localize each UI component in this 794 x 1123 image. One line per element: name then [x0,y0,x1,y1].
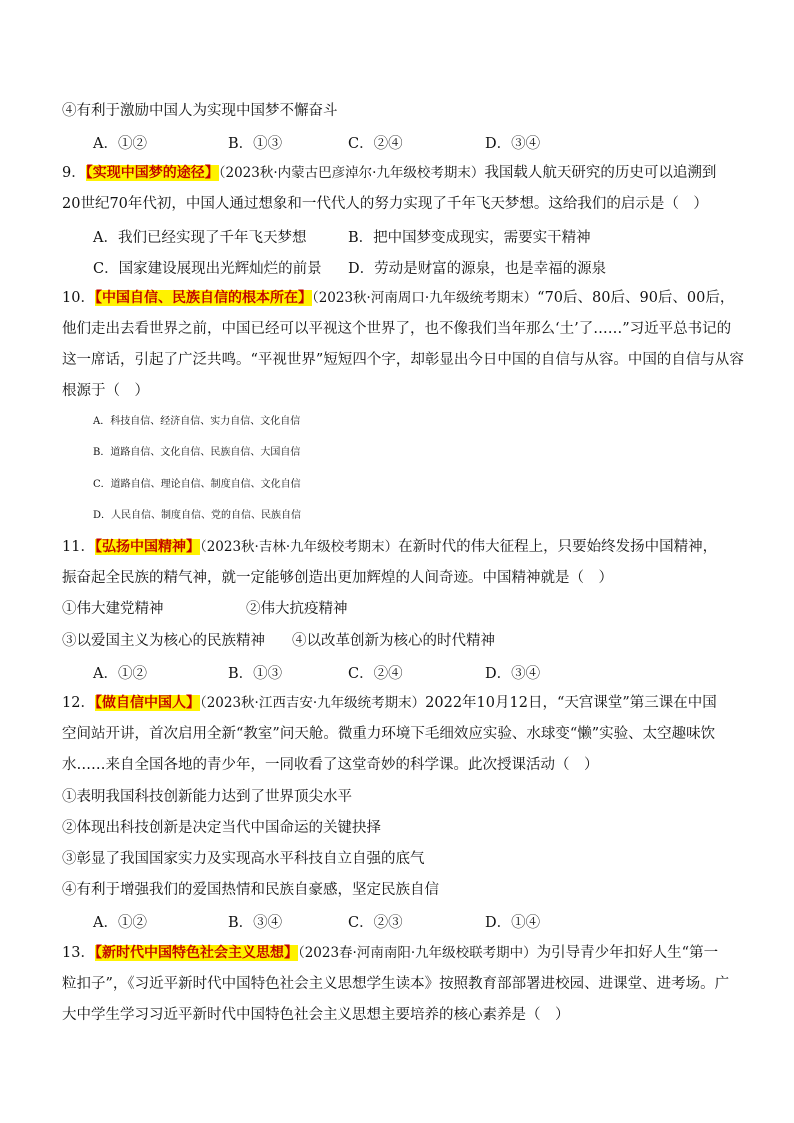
q12-statement-3: ③彰显了我国国家实力及实现高水平科技自立自强的底气 [62,851,425,867]
q9-option-c[interactable]: C．国家建设展现出光辉灿烂的前景 [93,261,322,277]
q9-options-row-1 [93,226,733,246]
q11-option-d[interactable]: D．③④ [485,666,541,682]
q8-option-a[interactable]: A．①② [93,136,147,152]
q10-stem-text: “70后、80后、90后、00后， [537,290,735,306]
q11-statement-2: ②伟大抗疫精神 [246,601,348,617]
q12-statement-2: ②体现出科技创新是决定当代中国命运的关键抉择 [62,820,381,836]
q13-number: 13． [62,945,95,961]
q9-option-b[interactable]: B．把中国梦变成现实，需要实干精神 [348,230,591,246]
q9-number: 9． [62,165,86,181]
q11-statement-3: ③以爱国主义为核心的民族精神 [62,633,265,649]
q9-stem-line-2: 20世纪70年代初，中国人通过想象和一代代人的努力实现了千年飞天梦想。这给我们的启示是（ ） [62,196,708,212]
q10-option-d[interactable]: D．人民自信、制度自信、党的自信、民族自信 [93,510,302,521]
q11-stem-text: 在新时代的伟大征程上，只要始终发扬中国精神， [398,539,718,555]
q12-option-c[interactable]: C．②③ [348,915,403,931]
q8-option-d[interactable]: D．③④ [485,136,541,152]
q12-stem-line-3: 水……来自全国各地的青少年，一同收看了这堂奇妙的科学课。此次授课活动（ ） [62,757,599,773]
q12-statement-1: ①表明我国科技创新能力达到了世界顶尖水平 [62,789,352,805]
q13-stem-text: 为引导青少年扣好人生“第一 [536,945,719,961]
q8-options [93,132,733,152]
q8-option-b[interactable]: B．①③ [228,136,283,152]
q9-options-row-2 [93,257,733,277]
q10-stem-line-1 [62,288,742,308]
q13-topic-tag: 【新时代中国特色社会主义思想】 [94,945,298,961]
q9-stem-line-1 [62,163,742,183]
q12-option-b[interactable]: B．③④ [228,915,283,931]
q10-stem-line-3: 这一席话，引起了广泛共鸣。“平视世界”短短四个字，却彰显出今日中国的自信与从容。中国的自信与从容 [62,352,744,368]
q11-statement-4: ④以改革创新为核心的时代精神 [292,633,495,649]
q12-statement-4: ④有利于增强我们的爱国热情和民族自豪感，坚定民族自信 [62,882,439,898]
q11-number: 11． [62,539,95,555]
q10-number: 10． [62,290,95,306]
q13-source: （2023春·河南南阳·九年级校联考期中） [297,945,537,961]
q10-source: （2023秋·河南周口·九年级统考期末） [311,290,538,306]
q12-option-a[interactable]: A．①② [93,915,147,931]
q8-statement-4: ④有利于激励中国人为实现中国梦不懈奋斗 [62,103,338,119]
q11-statement-row-1 [62,599,742,619]
q11-option-a[interactable]: A．①② [93,666,147,682]
q9-source: （2023秋·内蒙古巴彦淖尔·九年级校考期末） [218,165,485,181]
q12-options [93,911,733,931]
q11-topic-tag: 【弘扬中国精神】 [94,539,200,555]
q11-source: （2023秋·吉林·九年级校考期末） [199,539,399,555]
q10-stem-line-4: 根源于（ ） [62,383,149,399]
q9-stem-text: 我国载人航天研究的历史可以追溯到 [484,165,717,181]
q12-option-d[interactable]: D．①④ [485,915,541,931]
q10-stem-line-2: 他们走出去看世界之前，中国已经可以平视这个世界了，也不像我们当年那么‘土’了……”习近平总书记的 [62,321,732,337]
q12-stem-line-2: 空间站开讲，首次启用全新“教室”问天舱。微重力环境下毛细效应实验、水球变“懒”实验、太空趣味饮 [62,726,716,742]
q12-source: （2023秋·江西吉安·九年级统考期末） [199,695,426,711]
q11-stem-line-1 [62,537,742,557]
q13-stem-line-1 [62,943,742,963]
q10-option-b[interactable]: B．道路自信、文化自信、民族自信、大国自信 [93,447,301,458]
q9-topic-tag: 【实现中国梦的途径】 [85,165,219,181]
q13-stem-line-2: 粒扣子”，《习近平新时代中国特色社会主义思想学生读本》按照教育部部署进校园、进课堂、进考场。广 [62,976,730,992]
q9-option-d[interactable]: D．劳动是财富的源泉，也是幸福的源泉 [348,261,607,277]
q12-topic-tag: 【做自信中国人】 [94,695,200,711]
q8-option-c[interactable]: C．②④ [348,136,403,152]
q10-topic-tag: 【中国自信、民族自信的根本所在】 [94,290,312,306]
q11-option-b[interactable]: B．①③ [228,666,283,682]
q11-statement-1: ①伟大建党精神 [62,601,164,617]
q11-statement-row-2 [62,631,742,651]
q12-stem-text: 2022年10月12日，“天宫课堂”第三课在中国 [425,695,717,711]
q13-stem-line-3: 大中学生学习习近平新时代中国特色社会主义思想主要培养的核心素养是（ ） [62,1007,570,1023]
q9-option-a[interactable]: A．我们已经实现了千年飞天梦想 [93,230,307,246]
q10-option-c[interactable]: C．道路自信、理论自信、制度自信、文化自信 [93,479,301,490]
q10-option-a[interactable]: A．科技自信、经济自信、实力自信、文化自信 [93,416,301,427]
q12-number: 12． [62,695,95,711]
q11-stem-line-2: 振奋起全民族的精气神，就一定能够创造出更加辉煌的人间奇迹。中国精神就是（ ） [62,570,613,586]
q11-options [93,662,733,682]
q12-stem-line-1 [62,693,742,713]
q11-option-c[interactable]: C．②④ [348,666,403,682]
